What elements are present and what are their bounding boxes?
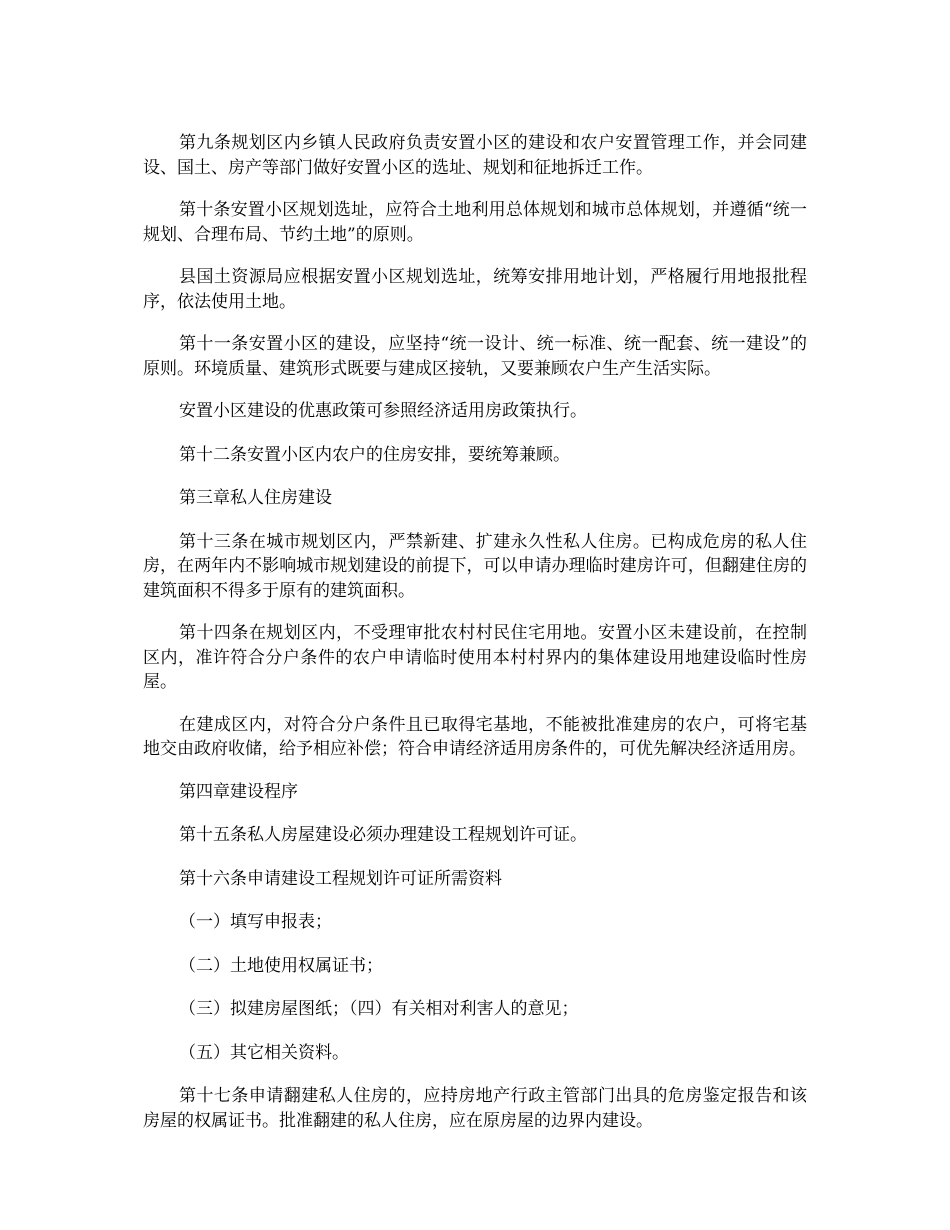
list-item-1: （一）填写申报表； [179,912,332,932]
paragraph-article-11: 第十一条安置小区的建设，应坚持“统一设计、统一标准、统一配套、统一建设”的原则。环境质量、建筑形式既要与建成区接轨，又要兼顾农户生产生活实际。 [143,334,807,379]
list-item-3-4: （三）拟建房屋图纸；（四）有关相对利害人的意见； [179,999,579,1019]
paragraph-land-bureau: 县国土资源局应根据安置小区规划选址，统筹安排用地计划，严格履行用地报批程序，依法使用土地。 [143,267,807,312]
paragraph-article-15: 第十五条私人房屋建设必须办理建设工程规划许可证。 [179,825,587,845]
paragraph-article-17: 第十七条申请翻建私人住房的，应持房地产行政主管部门出具的危房鉴定报告和该房屋的权属证书。批准翻建的私人住房，应在原房屋的边界内建设。 [143,1086,807,1131]
chapter-heading-4: 第四章建设程序 [179,781,298,802]
list-item-2: （二）土地使用权属证书； [179,955,383,976]
paragraph-preferential-policy: 安置小区建设的优惠政策可参照经济适用房政策执行。 [179,401,587,421]
paragraph-article-16: 第十六条申请建设工程规划许可证所需资料 [179,868,502,889]
paragraph-built-up-area: 在建成区内，对符合分户条件且已取得宅基地，不能被批准建房的农户，可将宅基地交由政府收储，给予相应补偿；符合申请经济适用房条件的，可优先解决经济适用房。 [143,714,807,759]
paragraph-article-12: 第十二条安置小区内农户的住房安排，要统筹兼顾。 [179,444,570,465]
paragraph-article-9: 第九条规划区内乡镇人民政府负责安置小区的建设和农户安置管理工作，并会同建设、国土、房产等部门做好安置小区的选址、规划和征地拆迁工作。 [143,133,807,178]
paragraph-article-10: 第十条安置小区规划选址，应符合土地利用总体规划和城市总体规划，并遵循“统一规划、合理布局、节约土地”的原则。 [143,200,807,245]
paragraph-article-13: 第十三条在城市规划区内，严禁新建、扩建永久性私人住房。已构成危房的私人住房，在两年内不影响城市规划建设的前提下，可以申请办理临时建房许可，但翻建住房的建筑面积不得多于原有的建筑面积。 [143,531,807,601]
paragraph-article-14: 第十四条在规划区内，不受理审批农村村民住宅用地。安置小区未建设前，在控制区内，准许符合分户条件的农户申请临时使用本村村界内的集体建设用地建设临时性房屋。 [143,623,807,692]
document-body [143,131,807,1151]
list-item-5: （五）其它相关资料。 [179,1042,349,1063]
chapter-heading-3: 第三章私人住房建设 [179,488,332,508]
